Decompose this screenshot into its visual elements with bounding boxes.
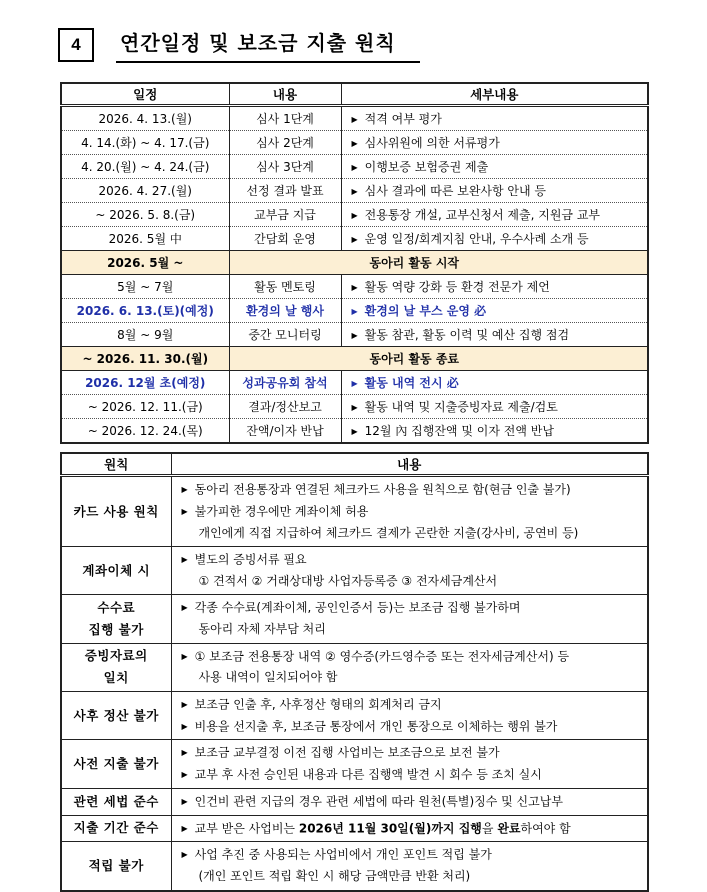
- principle-line: 동아리 자체 자부담 처리: [198, 622, 326, 636]
- principle-line: 개인에게 직접 지급하여 체크카드 결제가 곤란한 지출(강사비, 공연비 등): [198, 525, 579, 540]
- complete-emphasis: 완료: [497, 820, 521, 835]
- bullet-triangle-icon: ▶: [181, 506, 188, 516]
- bullet-triangle-icon: ▶: [351, 211, 358, 220]
- principle-label: [61, 595, 171, 643]
- schedule-row-highlight: [61, 299, 648, 323]
- principle-line: [182, 694, 648, 716]
- schedule-row: [61, 203, 648, 227]
- schedule-row: [61, 275, 648, 299]
- column-header-content: 내용: [171, 453, 648, 476]
- principles-header-row: [61, 453, 648, 476]
- principle-label-line: 수수료: [97, 599, 136, 615]
- schedule-row: [61, 179, 648, 203]
- principle-line-text: 보조금 교부결정 이전 집행 사업비는 보조금으로 보전 불가: [194, 745, 500, 760]
- principle-label: 사후 정산 불가: [61, 691, 171, 740]
- bullet-triangle-icon: ▶: [351, 235, 358, 244]
- schedule-date: 5월 ~ 7월: [61, 275, 229, 299]
- band-label: 동아리 활동 종료: [229, 347, 648, 371]
- schedule-band-row-end: [61, 347, 648, 371]
- bullet-triangle-icon: ▶: [351, 163, 358, 172]
- principle-row: [61, 476, 648, 547]
- bullet-triangle-icon: ▶: [351, 403, 358, 412]
- bullet-triangle-icon: ▶: [351, 427, 358, 436]
- principle-row: [61, 643, 648, 691]
- schedule-date: ~ 2026. 12. 24.(목): [61, 419, 229, 444]
- schedule-item: 중간 모니터링: [229, 323, 341, 347]
- principle-content: [171, 691, 648, 740]
- column-header-detail: 세부내용: [341, 83, 648, 106]
- schedule-item: 심사 2단계: [229, 131, 341, 155]
- schedule-detail: [341, 395, 648, 419]
- principle-label: 적립 불가: [61, 842, 171, 891]
- principle-row: [61, 691, 648, 740]
- bullet-triangle-icon: ▶: [181, 823, 188, 833]
- bullet-triangle-icon: ▶: [181, 796, 188, 806]
- schedule-detail-text: 12월 內 집행잔액 및 이자 전액 반납: [364, 424, 554, 438]
- schedule-detail: [341, 323, 648, 347]
- schedule-row: [61, 227, 648, 251]
- bullet-triangle-icon: ▶: [181, 651, 188, 661]
- schedule-detail-text: 이행보증 보험증권 제출: [364, 160, 489, 174]
- bullet-triangle-icon: ▶: [181, 721, 188, 731]
- schedule-detail: [341, 275, 648, 299]
- bullet-triangle-icon: ▶: [351, 307, 358, 316]
- schedule-row: [61, 155, 648, 179]
- principle-line-text: ① 보조금 전용통장 내역 ② 영수증(카드영수증 또는 전자세금계산서) 등: [194, 648, 570, 663]
- principle-label: [61, 643, 171, 691]
- schedule-detail-text: 심사위원에 의한 서류평가: [364, 136, 500, 150]
- column-header-principle: 원칙: [61, 453, 171, 476]
- schedule-detail-text: 심사 결과에 따른 보완사항 안내 등: [364, 184, 547, 198]
- schedule-date: 2026. 4. 27.(월): [61, 179, 229, 203]
- schedule-row: [61, 323, 648, 347]
- principle-content: [171, 595, 648, 643]
- principle-text: 을: [481, 820, 498, 835]
- schedule-item: 심사 3단계: [229, 155, 341, 179]
- schedule-item: 결과/정산보고: [229, 395, 341, 419]
- schedule-date: 2026. 5월 中: [61, 227, 229, 251]
- schedule-detail: [341, 131, 648, 155]
- bullet-triangle-icon: ▶: [351, 139, 358, 148]
- schedule-detail: [341, 419, 648, 444]
- principle-line: [182, 501, 648, 523]
- principle-label: 계좌이체 시: [61, 547, 171, 595]
- principle-line-text: 동아리 전용통장과 연결된 체크카드 사용을 원칙으로 함(현금 인출 불가): [194, 482, 571, 497]
- schedule-detail: [341, 155, 648, 179]
- principle-line-text: 보조금 인출 후, 사후정산 형태의 회계처리 금지: [194, 697, 442, 711]
- column-header-item: 내용: [229, 83, 341, 106]
- principle-line: [182, 549, 648, 571]
- schedule-item: 간담회 운영: [229, 227, 341, 251]
- bullet-triangle-icon: ▶: [351, 379, 358, 388]
- band-label: 동아리 활동 시작: [229, 251, 648, 275]
- principle-content: [171, 547, 648, 595]
- schedule-detail: [341, 371, 648, 395]
- principle-content: [171, 643, 648, 691]
- schedule-row: [61, 106, 648, 131]
- schedule-row-highlight: [61, 371, 648, 395]
- schedule-detail-text: 적격 여부 평가: [364, 112, 442, 126]
- schedule-item: 성과공유회 참석: [229, 371, 341, 395]
- bullet-triangle-icon: ▶: [181, 850, 188, 860]
- principle-line: [182, 597, 648, 619]
- principle-content: [171, 842, 648, 891]
- principle-row: [61, 595, 648, 643]
- page-title: 연간일정 및 보조금 지출 원칙: [116, 28, 420, 63]
- principle-row: [61, 815, 648, 842]
- principle-content: [171, 788, 648, 815]
- principle-line-text: 각종 수수료(계좌이체, 공인인증서 등)는 보조금 집행 불가하며: [194, 600, 521, 615]
- principle-line: [182, 646, 648, 668]
- schedule-row: [61, 131, 648, 155]
- band-date: 2026. 5월 ~: [61, 251, 229, 275]
- principle-text: 교부 받은 사업비는: [194, 820, 299, 835]
- schedule-detail-text: 전용통장 개설, 교부신청서 제출, 지원금 교부: [364, 208, 601, 222]
- principle-line-text: 불가피한 경우에만 계좌이체 허용: [194, 504, 369, 518]
- principle-label-line: 일치: [103, 670, 129, 686]
- schedule-item: 선정 결과 발표: [229, 179, 341, 203]
- schedule-band-row-start: [61, 251, 648, 275]
- schedule-date: ~ 2026. 5. 8.(금): [61, 203, 229, 227]
- principle-label: 사전 지출 불가: [61, 740, 171, 789]
- bullet-triangle-icon: ▶: [181, 485, 188, 494]
- section-number: 4: [58, 28, 94, 62]
- principle-label: 지출 기간 준수: [61, 815, 171, 842]
- schedule-detail-text: 환경의 날 부스 운영 必: [364, 304, 487, 318]
- principle-line: (개인 포인트 적립 확인 시 해당 금액만큼 반환 처리): [198, 869, 471, 883]
- principle-label-line: 증빙자료의: [84, 648, 148, 664]
- schedule-detail: [341, 227, 648, 251]
- schedule-detail: [341, 203, 648, 227]
- schedule-row: [61, 419, 648, 444]
- principle-line: [182, 716, 648, 738]
- deadline-emphasis: 2026년 11월 30일(월)까지 집행: [298, 820, 482, 835]
- principle-line: [182, 479, 648, 501]
- principle-row: [61, 740, 648, 789]
- schedule-detail: [341, 299, 648, 323]
- principle-line: 사용 내역이 일치되어야 함: [198, 670, 338, 685]
- principle-line-text: 사업 추진 중 사용되는 사업비에서 개인 포인트 적립 불가: [194, 847, 492, 862]
- bullet-triangle-icon: ▶: [181, 699, 188, 709]
- schedule-detail: [341, 106, 648, 131]
- principles-table: [60, 452, 649, 892]
- schedule-detail-text: 활동 내역 및 지출증빙자료 제출/검토: [364, 400, 558, 414]
- principle-line-text: 별도의 증빙서류 필요: [194, 552, 307, 567]
- principle-content: [171, 815, 648, 842]
- column-header-date: 일정: [61, 83, 229, 106]
- bullet-triangle-icon: ▶: [181, 748, 188, 758]
- schedule-date: 4. 20.(월) ~ 4. 24.(금): [61, 155, 229, 179]
- principle-text: 하여야 함: [520, 820, 571, 835]
- principle-line: [182, 791, 648, 813]
- schedule-date: 2026. 4. 13.(월): [61, 106, 229, 131]
- bullet-triangle-icon: ▶: [351, 187, 358, 196]
- schedule-date: 4. 14.(화) ~ 4. 17.(금): [61, 131, 229, 155]
- schedule-detail-text: 활동 참관, 활동 이력 및 예산 집행 점검: [364, 328, 570, 342]
- principle-line: [182, 818, 648, 840]
- schedule-item: 심사 1단계: [229, 106, 341, 131]
- schedule-detail-text: 활동 내역 전시 必: [364, 376, 459, 390]
- principle-line-text: 인건비 관련 지급의 경우 관련 세법에 따라 원천(특별)징수 및 신고납부: [194, 794, 563, 808]
- principle-content: [171, 476, 648, 547]
- bullet-triangle-icon: ▶: [181, 770, 188, 779]
- schedule-date: 2026. 6. 13.(토)(예정): [61, 299, 229, 323]
- bullet-triangle-icon: ▶: [181, 603, 188, 613]
- bullet-triangle-icon: ▶: [181, 555, 188, 564]
- principle-line-text: 교부 후 사전 승인된 내용과 다른 집행액 발견 시 회수 등 조치 실시: [194, 767, 542, 782]
- schedule-item: 활동 멘토링: [229, 275, 341, 299]
- schedule-row: [61, 395, 648, 419]
- bullet-triangle-icon: ▶: [351, 331, 358, 340]
- principle-line: ① 견적서 ② 거래상대방 사업자등록증 ③ 전자세금계산서: [198, 573, 498, 588]
- principle-line: [182, 844, 648, 866]
- principle-content: [171, 740, 648, 789]
- principle-row: [61, 842, 648, 891]
- schedule-header-row: [61, 83, 648, 106]
- schedule-date: ~ 2026. 12. 11.(금): [61, 395, 229, 419]
- schedule-table: [60, 82, 649, 444]
- schedule-item: 잔액/이자 반납: [229, 419, 341, 444]
- principle-row: [61, 547, 648, 595]
- principle-row: [61, 788, 648, 815]
- bullet-triangle-icon: ▶: [351, 115, 358, 124]
- schedule-date: 2026. 12월 초(예정): [61, 371, 229, 395]
- principle-label-line: 집행 불가: [88, 621, 144, 637]
- principle-label: 카드 사용 원칙: [61, 476, 171, 547]
- schedule-detail-text: 운영 일정/회계지침 안내, 우수사례 소개 등: [364, 232, 589, 246]
- principle-label: 관련 세법 준수: [61, 788, 171, 815]
- schedule-date: 8월 ~ 9월: [61, 323, 229, 347]
- schedule-detail: [341, 179, 648, 203]
- principle-line-text: 비용을 선지출 후, 보조금 통장에서 개인 통장으로 이체하는 행위 불가: [194, 718, 558, 733]
- principle-line: [182, 764, 648, 786]
- bullet-triangle-icon: ▶: [351, 283, 358, 292]
- schedule-detail-text: 활동 역량 강화 등 환경 전문가 제언: [364, 280, 550, 294]
- principle-line: [182, 742, 648, 764]
- schedule-item: 교부금 지급: [229, 203, 341, 227]
- schedule-item: 환경의 날 행사: [229, 299, 341, 323]
- band-date: ~ 2026. 11. 30.(월): [61, 347, 229, 371]
